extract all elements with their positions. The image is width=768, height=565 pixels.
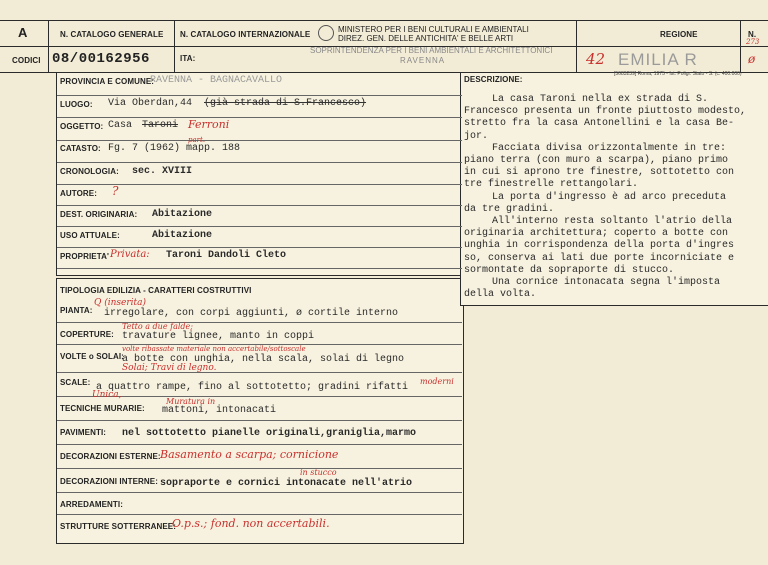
dec-interne-value: sopraporte e cornici intonacate nell'atrio <box>160 478 413 489</box>
dec-esterne-label: DECORAZIONI ESTERNE: <box>60 452 161 461</box>
description-line: da tre gradini. <box>464 203 555 215</box>
header-col-divider-4 <box>740 20 741 72</box>
tecniche-label: TECNICHE MURARIE: <box>60 404 145 413</box>
dest-value: Abitazione <box>152 209 213 220</box>
ministry-line-1: MINISTERO PER I BENI CULTURALI E AMBIENTALI <box>338 25 529 34</box>
n-value: 273 <box>746 38 760 46</box>
header-col-divider-1 <box>48 20 49 72</box>
coperture-value: travature lignee, manto in coppi <box>122 331 315 342</box>
pavimenti-label: PAVIMENTI: <box>60 428 107 437</box>
print-info: [5683239] Roma, 1975 - Ist. Poligr. Stato - S. (c. 400.000) <box>614 71 742 77</box>
description-line: originaria architettura; coperto a botte con <box>464 228 729 240</box>
cat-generale-label: N. CATALOGO GENERALE <box>60 30 164 39</box>
pianta-hand: Q (inserita) <box>94 298 147 308</box>
cronologia-label: CRONOLOGIA: <box>60 167 119 176</box>
soprintendenza-stamp: SOPRINTENDENZA PER I BENI AMBIENTALI E ARCHITETTONICI <box>310 46 553 55</box>
tecniche-value: mattoni, intonacati <box>162 405 277 416</box>
coperture-label: COPERTURE: <box>60 330 114 339</box>
oggetto-struck: Taroni <box>142 120 179 131</box>
luogo-struck-value: (già strada di S.Francesco) <box>204 98 367 109</box>
republic-emblem-icon <box>318 25 334 41</box>
n-label: N. <box>748 30 757 39</box>
description-line: La casa Taroni nella ex strada di S. <box>492 94 709 105</box>
codici-label: CODICI <box>12 56 41 65</box>
luogo-value: Via Oberdan,44 <box>108 98 193 109</box>
provincia-label: PROVINCIA E COMUNE: <box>60 77 155 86</box>
description-line: unghia in corrispondenza della porta d'ingres <box>464 240 735 252</box>
card-letter: A <box>18 25 28 40</box>
dec-interne-label: DECORAZIONI INTERNE: <box>60 477 158 486</box>
description-line: della volta. <box>464 289 537 301</box>
regione-value: EMILIA R <box>618 50 698 69</box>
n-mark: ø <box>748 52 756 66</box>
coperture-hand: Tetto a due falde; <box>122 322 193 331</box>
description-line: jor. <box>464 130 489 142</box>
description-line: Francesco presenta un fronte piuttosto modesto, <box>464 106 747 118</box>
description-line: Facciata divisa orizzontalmente in tre: <box>492 142 727 154</box>
dec-esterne-hand: Basamento a scarpa; cornicione <box>160 448 339 461</box>
description-line: piano terra (con muro a scarpa), piano primo <box>464 155 729 167</box>
volte-label: VOLTE o SOLAI: <box>60 352 124 361</box>
cat-generale-value: 08/00162956 <box>52 51 150 67</box>
luogo-label: LUOGO: <box>60 100 93 109</box>
tipologia-label: TIPOLOGIA EDILIZIA - CARATTERI COSTRUTTIVI <box>60 286 252 295</box>
scale-value: a quattro rampe, fino al sottotetto; gradini rifatti <box>96 382 409 393</box>
pianta-value: irregolare, con corpi aggiunti, ø cortile interno <box>104 308 399 319</box>
oggetto-label: OGGETTO: <box>60 122 104 131</box>
description-line: tre finestrelle rettangolari. <box>464 179 639 191</box>
pianta-label: PIANTA: <box>60 306 93 315</box>
pavimenti-value: nel sottotetto pianelle originali,graniglia,marmo <box>122 428 417 439</box>
scale-label: SCALE: <box>60 378 91 387</box>
catasto-value: Fg. 7 (1962) mapp. 188 <box>108 143 241 154</box>
scale-hand: Unica, <box>92 390 122 400</box>
uso-label: USO ATTUALE: <box>60 231 120 240</box>
description-text <box>464 94 764 301</box>
dec-interne-hand: in stucco <box>300 468 337 477</box>
header-top-line <box>0 20 768 21</box>
strutture-hand: O.p.s.; fond. non accertabili. <box>172 517 330 530</box>
ita-label: ITA: <box>180 54 196 63</box>
dest-label: DEST. ORIGINARIA: <box>60 210 138 219</box>
tecniche-hand: Muratura in <box>166 397 216 406</box>
description-line: stretto fra la casa Antonellini e la casa Be- <box>464 118 735 130</box>
proprieta-label: PROPRIETA' <box>60 252 109 261</box>
volte-hand: Solai; Travi di legno. <box>122 363 217 373</box>
handwritten-number: 42 <box>586 50 606 68</box>
provincia-value: RAVENNA - BAGNACAVALLO <box>150 75 283 86</box>
description-label: DESCRIZIONE: <box>464 75 523 84</box>
scale-hand-right: moderni <box>420 377 454 386</box>
arredamenti-label: ARREDAMENTI: <box>60 500 123 509</box>
proprieta-hand: Privata: <box>110 249 150 260</box>
catasto-hand: part. <box>188 136 206 144</box>
uso-value: Abitazione <box>152 230 213 241</box>
description-line: in cui si aprono tre finestre, sottotetto con <box>464 167 735 179</box>
catasto-label: CATASTO: <box>60 144 101 153</box>
autore-hand: ? <box>112 184 119 198</box>
header-col-divider-3 <box>576 20 577 72</box>
volte-hand-top: volte ribassate materiale non accertabile/sottoscale <box>122 345 306 353</box>
proprieta-value: Taroni Dandoli Cleto <box>166 250 287 261</box>
city-stamp: RAVENNA <box>400 56 446 65</box>
description-line: Una cornice intonacata segna l'imposta <box>492 277 721 289</box>
cat-intern-label: N. CATALOGO INTERNAZIONALE <box>180 30 311 39</box>
description-line: All'interno resta soltanto l'atrio della <box>492 216 733 228</box>
header-col-divider-2 <box>174 20 175 72</box>
description-line: La porta d'ingresso è ad arco preceduta <box>492 191 727 203</box>
autore-label: AUTORE: <box>60 189 97 198</box>
volte-value: a botte con unghia, nella scala, solai di legno <box>122 354 405 365</box>
description-line: sormontate da sopraporte di stucco. <box>464 264 675 276</box>
regione-label: REGIONE <box>660 30 698 39</box>
ministry-heading <box>338 25 529 43</box>
cronologia-value: sec. XVIII <box>132 166 193 177</box>
oggetto-typed: Casa <box>108 120 133 131</box>
oggetto-hand: Ferroni <box>188 118 230 131</box>
description-line: so, conserva ai lati due porte incorniciate e <box>464 252 735 264</box>
strutture-label: STRUTTURE SOTTERRANEE: <box>60 522 176 531</box>
ministry-line-2: DIREZ. GEN. DELLE ANTICHITA' E BELLE ARTI <box>338 34 514 43</box>
